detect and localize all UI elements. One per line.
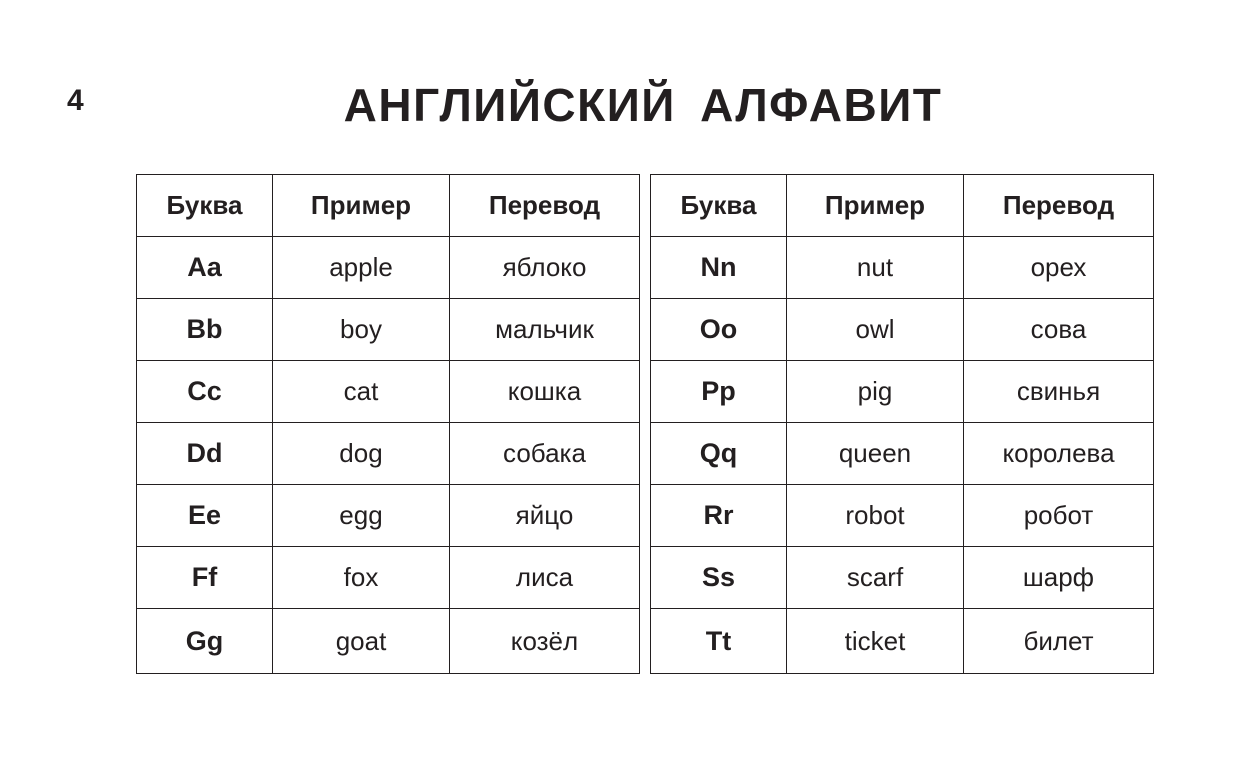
translation-cell: робот <box>964 485 1154 547</box>
letter-cell: Oo <box>651 299 787 361</box>
table-row <box>137 237 640 299</box>
alphabet-table-left <box>136 174 640 674</box>
table-row <box>137 361 640 423</box>
table-header-row <box>651 175 1154 237</box>
letter-cell: Qq <box>651 423 787 485</box>
letter-cell: Ff <box>137 547 273 609</box>
example-cell: cat <box>273 361 450 423</box>
header-example: Пример <box>273 175 450 237</box>
example-cell: fox <box>273 547 450 609</box>
table-row <box>651 547 1154 609</box>
letter-cell: Ss <box>651 547 787 609</box>
letter-cell: Pp <box>651 361 787 423</box>
header-letter: Буква <box>651 175 787 237</box>
translation-cell: шарф <box>964 547 1154 609</box>
table-row <box>651 423 1154 485</box>
letter-cell: Dd <box>137 423 273 485</box>
table-row <box>137 299 640 361</box>
page-title: АНГЛИЙСКИЙ АЛФАВИТ <box>343 79 943 131</box>
example-cell: pig <box>787 361 964 423</box>
translation-cell: козёл <box>450 609 640 674</box>
letter-cell: Rr <box>651 485 787 547</box>
example-cell: robot <box>787 485 964 547</box>
table-row <box>651 237 1154 299</box>
translation-cell: билет <box>964 609 1154 674</box>
translation-cell: орех <box>964 237 1154 299</box>
translation-cell: яйцо <box>450 485 640 547</box>
example-cell: dog <box>273 423 450 485</box>
letter-cell: Cc <box>137 361 273 423</box>
translation-cell: королева <box>964 423 1154 485</box>
example-cell: ticket <box>787 609 964 674</box>
letter-cell: Bb <box>137 299 273 361</box>
translation-cell: собака <box>450 423 640 485</box>
example-cell: egg <box>273 485 450 547</box>
table-row <box>137 609 640 674</box>
page-number: 4 <box>67 84 84 117</box>
letter-cell: Aa <box>137 237 273 299</box>
example-cell: owl <box>787 299 964 361</box>
example-cell: goat <box>273 609 450 674</box>
table-row <box>651 361 1154 423</box>
table-row <box>137 547 640 609</box>
letter-cell: Tt <box>651 609 787 674</box>
example-cell: scarf <box>787 547 964 609</box>
translation-cell: лиса <box>450 547 640 609</box>
translation-cell: яблоко <box>450 237 640 299</box>
letter-cell: Gg <box>137 609 273 674</box>
translation-cell: мальчик <box>450 299 640 361</box>
alphabet-table-right <box>650 174 1154 674</box>
translation-cell: свинья <box>964 361 1154 423</box>
header-letter: Буква <box>137 175 273 237</box>
table-row <box>651 609 1154 674</box>
header-example: Пример <box>787 175 964 237</box>
header-translation: Перевод <box>964 175 1154 237</box>
table-header-row <box>137 175 640 237</box>
translation-cell: сова <box>964 299 1154 361</box>
letter-cell: Ee <box>137 485 273 547</box>
letter-cell: Nn <box>651 237 787 299</box>
table-row <box>651 299 1154 361</box>
example-cell: queen <box>787 423 964 485</box>
translation-cell: кошка <box>450 361 640 423</box>
table-row <box>651 485 1154 547</box>
table-row <box>137 485 640 547</box>
example-cell: boy <box>273 299 450 361</box>
header-translation: Перевод <box>450 175 640 237</box>
example-cell: nut <box>787 237 964 299</box>
example-cell: apple <box>273 237 450 299</box>
table-row <box>137 423 640 485</box>
